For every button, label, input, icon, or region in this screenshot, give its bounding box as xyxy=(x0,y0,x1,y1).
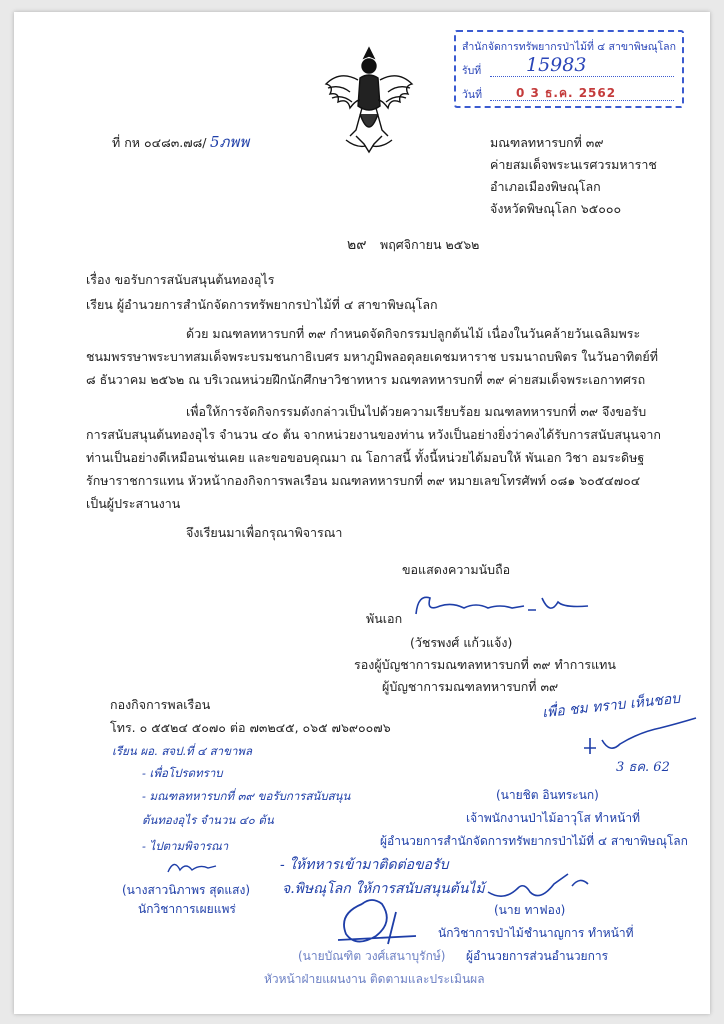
officer2-name: (นาย ทาฟอง) xyxy=(494,903,566,917)
officer3-title: หัวหน้าฝ่ายแผนงาน ติดตามและประเมินผล xyxy=(264,972,485,986)
stamp-number: 15983 xyxy=(526,54,587,76)
officer1-name: (นายชิต อินทระนก) xyxy=(496,788,599,802)
note-line-3: - มณฑลทหารบกที่ ๓๙ ขอรับการสนับสนุน xyxy=(142,789,351,803)
footer-department: กองกิจการพลเรือน xyxy=(110,697,211,712)
note-line-5: - ไปตามพิจารณา xyxy=(142,839,229,853)
note-line-2: - เพื่อโปรดทราบ xyxy=(142,766,223,780)
right-handwritten-approval: เพื่อ ชม ทราบ เห็นชอบ xyxy=(541,690,681,722)
received-stamp xyxy=(454,30,684,108)
right-handwritten-date: 3 ธค. 62 xyxy=(616,760,670,775)
body-para3: จึงเรียนมาเพื่อกรุณาพิจารณา xyxy=(186,525,343,540)
sender-line-4: จังหวัดพิษณุโลก ๖๕๐๐๐ xyxy=(490,201,622,216)
officer2-title-1: นักวิชาการป่าไม้ชำนาญการ ทำหน้าที่ xyxy=(438,926,634,940)
right-handwritten-signature xyxy=(580,710,700,760)
body-para2-line2: การสนับสนุนต้นทองอุไร จำนวน ๔๐ ต้น จากหน่วยงานของท่าน หวังเป็นอย่างยิ่งว่าคงได้รับการสนับสนุนจาก xyxy=(86,427,661,442)
officer3-name: (นายบัณฑิต วงศ์เสนาบุรักษ์) xyxy=(298,949,446,963)
reference-number: ที่ กห ๐๔๘๓.๗๘/ xyxy=(112,135,207,150)
body-para1-line1: ด้วย มณฑลทหารบกที่ ๓๙ กำหนดจัดกิจกรรมปลูกต้นไม้ เนื่องในวันคล้ายวันเฉลิมพระ xyxy=(186,326,641,341)
sender-line-2: ค่ายสมเด็จพระนเรศวรมหาราช xyxy=(490,157,657,172)
footer-phone: โทร. ๐ ๕๕๒๔ ๕๐๗๐ ต่อ ๗๓๒๔๕, ๐๖๕ ๗๖๙๐๐๗๖ xyxy=(110,720,391,735)
signature-rank: พันเอก xyxy=(366,611,403,626)
signer-name: (วัชรพงศ์ แก้วแจ้ง) xyxy=(410,635,513,650)
officer3-signature xyxy=(332,892,422,952)
body-para1-line2: ชนมพรรษาพระบาทสมเด็จพระบรมชนกาธิเบศร มหาภูมิพลอดุลยเดชมหาราช บรมนาถบพิตร ในวันอาทิตย์ที่ xyxy=(86,349,658,364)
garuda-emblem xyxy=(320,44,418,156)
handwritten-instruction-2: จ.พิษณุโลก ให้การสนับสนุนต้นไม้ xyxy=(282,881,485,897)
body-para2-line4: รักษาราชการแทน หัวหน้ากองกิจการพลเรือน มณฑลทหารบกที่ ๓๙ หมายเลขโทรศัพท์ ๐๘๑ ๖๐๕๔๗๐๔ xyxy=(86,473,641,488)
note-line-1: เรียน ผอ. สจป.ที่ ๔ สาขาพล xyxy=(112,744,253,758)
sender-line-1: มณฑลทหารบกที่ ๓๙ xyxy=(490,135,604,150)
stamp-number-label: รับที่ xyxy=(462,65,482,77)
body-para2-line1: เพื่อให้การจัดกิจกรรมดังกล่าวเป็นไปด้วยความเรียบร้อย มณฑลทหารบกที่ ๓๙ จึงขอรับ xyxy=(186,404,647,419)
document-page xyxy=(14,12,710,1014)
left-signer-name: (นางสาวนิภาพร สุดแสง) xyxy=(122,883,251,897)
stamp-office: สำนักจัดการทรัพยากรป่าไม้ที่ ๔ สาขาพิษณุโลก xyxy=(462,41,676,53)
officer1-title-2: ผู้อำนวยการสำนักจัดการทรัพยากรป่าไม้ที่ ๔ สาขาพิษณุโลก xyxy=(380,834,688,848)
body-para1-line3: ๘ ธันวาคม ๒๕๖๒ ณ บริเวณหน่วยฝึกนักศึกษาวิชาทหาร มณฑลทหารบกที่ ๓๙ ค่ายสมเด็จพระเอกาทศรถ xyxy=(86,372,646,387)
date-day: ๒๙ xyxy=(347,237,367,253)
closing-phrase: ขอแสดงความนับถือ xyxy=(402,562,511,577)
signer-title-1: รองผู้บัญชาการมณฑลทหารบกที่ ๓๙ ทำการแทน xyxy=(354,657,616,672)
subject-line: เรื่อง ขอรับการสนับสนุนต้นทองอุไร xyxy=(86,272,275,287)
body-para2-line5: เป็นผู้ประสานงาน xyxy=(86,496,181,511)
left-initial-signature xyxy=(164,854,220,882)
note-line-4: ต้นทองอุไร จำนวน ๔๐ ต้น xyxy=(142,813,274,827)
signature-wachrapong xyxy=(412,588,592,628)
officer1-title-1: เจ้าพนักงานป่าไม้อาวุโส ทำหน้าที่ xyxy=(466,811,641,825)
stamp-date: 0 3 ธ.ค. 2562 xyxy=(516,86,617,100)
sender-line-3: อำเภอเมืองพิษณุโลก xyxy=(490,179,601,194)
stamp-date-label: วันที่ xyxy=(462,89,482,101)
date-month-year: พฤศจิกายน ๒๕๖๒ xyxy=(380,237,480,252)
handwritten-instruction-1: - ให้ทหารเข้ามาติดต่อขอรับ xyxy=(280,857,449,873)
left-signer-title: นักวิชาการเผยแพร่ xyxy=(138,902,236,916)
reference-handwritten: 5ภพพ xyxy=(210,133,250,151)
officer2-title-2: ผู้อำนวยการส่วนอำนวยการ xyxy=(466,949,609,963)
body-para2-line3: ท่านเป็นอย่างดีเหมือนเช่นเคย และขอขอบคุณมา ณ โอกาสนี้ ทั้งนี้หน่วยได้มอบให้ พันเอก วิชา อมระดิษฐ xyxy=(86,450,645,465)
recipient-line: เรียน ผู้อำนวยการสำนักจัดการทรัพยากรป่าไม้ที่ ๔ สาขาพิษณุโลก xyxy=(86,297,438,312)
signer-title-2: ผู้บัญชาการมณฑลทหารบกที่ ๓๙ xyxy=(382,679,559,694)
